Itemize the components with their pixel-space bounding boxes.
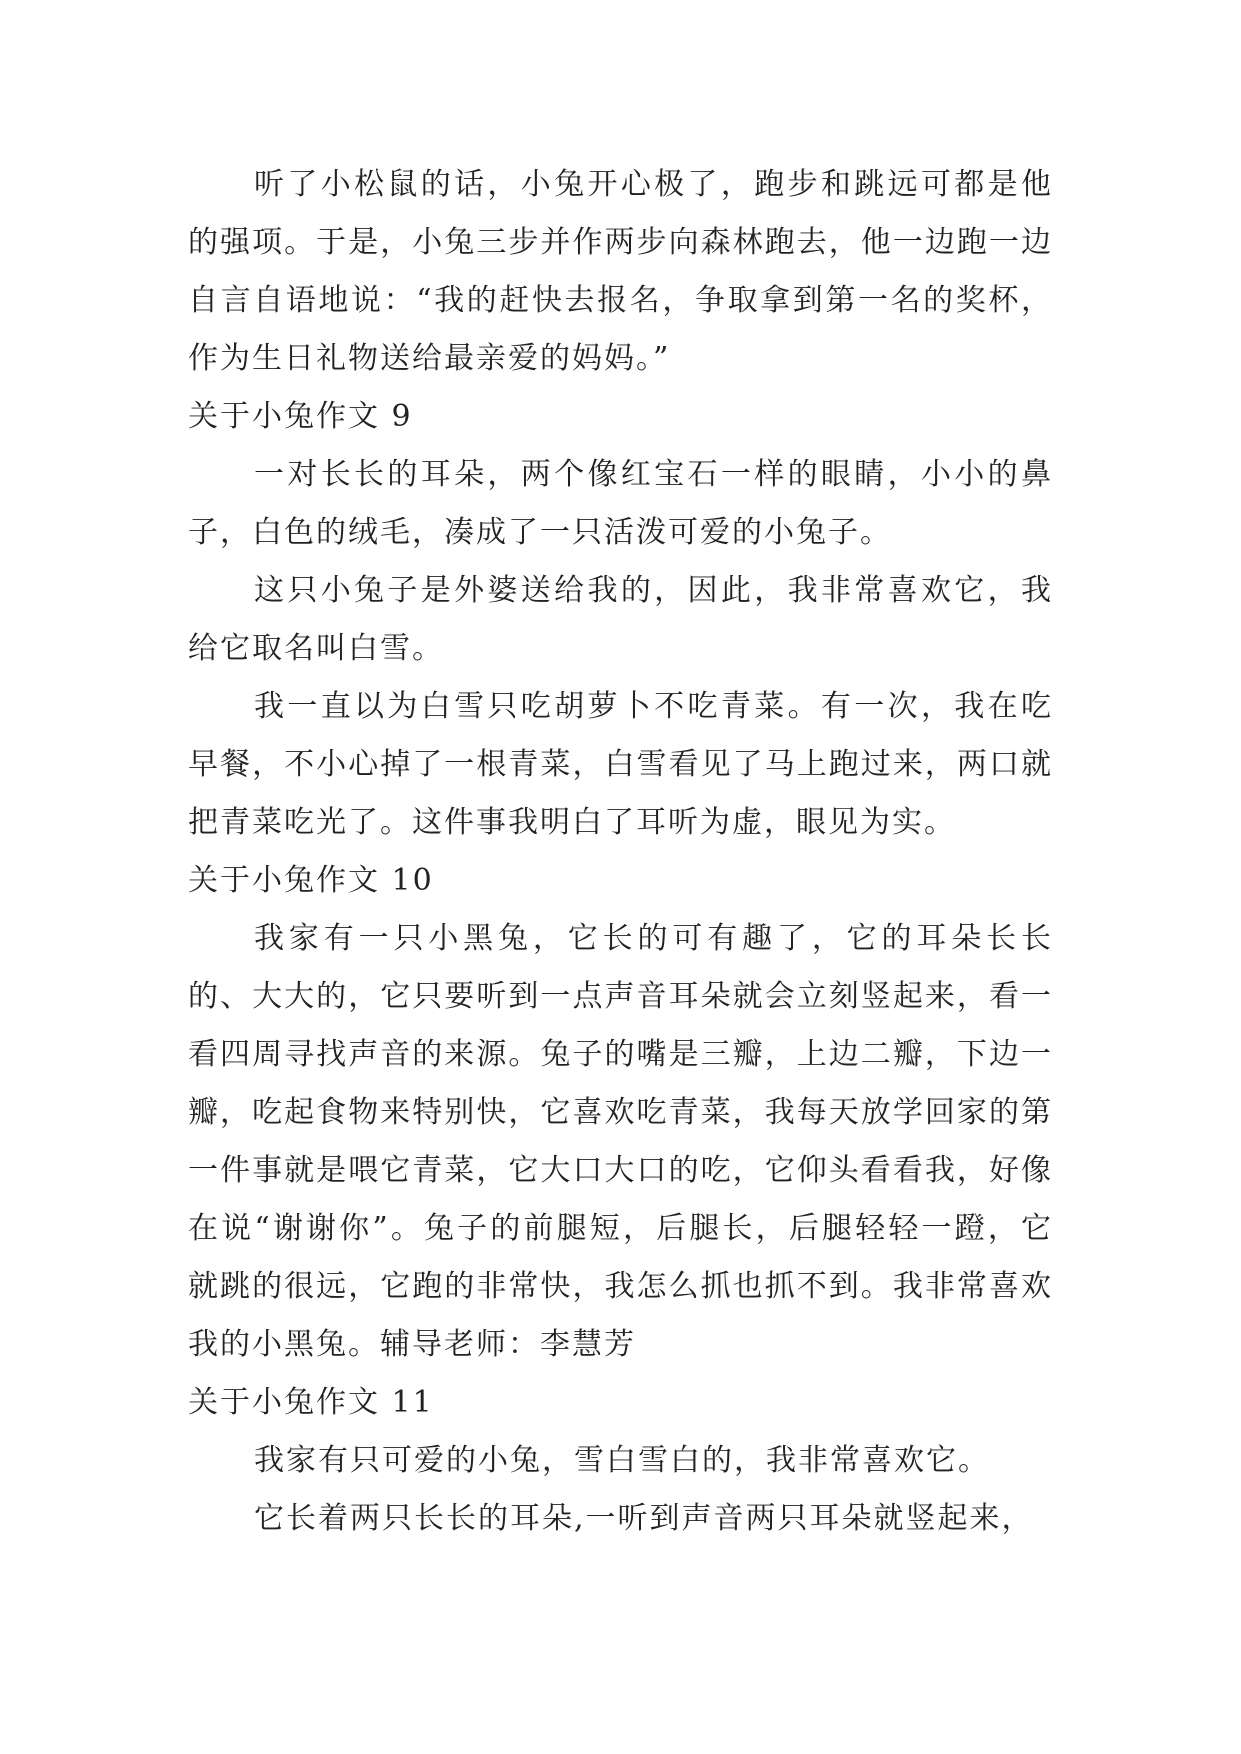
- paragraph: 我家有一只小黑兔，它长的可有趣了，它的耳朵长长的、大大的，它只要听到一点声音耳朵就会立刻竖起来，看一看四周寻找声音的来源。兔子的嘴是三瓣，上边二瓣，下边一瓣，吃起食物来特别快，它喜欢吃青菜，我每天放学回家的第一件事就是喂它青菜，它大口大口的吃，它仰头看看我，好像在说“谢谢你”。兔子的前腿短，后腿长，后腿轻轻一蹬，它就跳的很远，它跑的非常快，我怎么抓也抓不到。我非常喜欢我的小黑兔。辅导老师：李慧芳: [188, 921, 1053, 1362]
- section-heading-10: 关于小兔作文 10: [188, 863, 434, 898]
- section-heading-9: 关于小兔作文 9: [188, 399, 413, 434]
- paragraph: 一对长长的耳朵，两个像红宝石一样的眼睛，小小的鼻子，白色的绒毛，凑成了一只活泼可爱的小兔子。: [188, 457, 1053, 550]
- document-body: [188, 156, 1053, 1548]
- paragraph: 我家有只可爱的小兔，雪白雪白的，我非常喜欢它。: [254, 1443, 990, 1478]
- paragraph: 它长着两只长长的耳朵,一听到声音两只耳朵就竖起来，: [254, 1501, 1034, 1536]
- paragraph: 听了小松鼠的话，小兔开心极了，跑步和跳远可都是他的强项。于是，小兔三步并作两步向森林跑去，他一边跑一边自言自语地说：“我的赶快去报名，争取拿到第一名的奖杯，作为生日礼物送给最亲爱的妈妈。”: [188, 167, 1053, 376]
- section-heading-11: 关于小兔作文 11: [188, 1385, 434, 1420]
- paragraph: 我一直以为白雪只吃胡萝卜不吃青菜。有一次，我在吃早餐，不小心掉了一根青菜，白雪看见了马上跑过来，两口就把青菜吃光了。这件事我明白了耳听为虚，眼见为实。: [188, 689, 1053, 840]
- paragraph: 这只小兔子是外婆送给我的，因此，我非常喜欢它，我给它取名叫白雪。: [188, 573, 1053, 666]
